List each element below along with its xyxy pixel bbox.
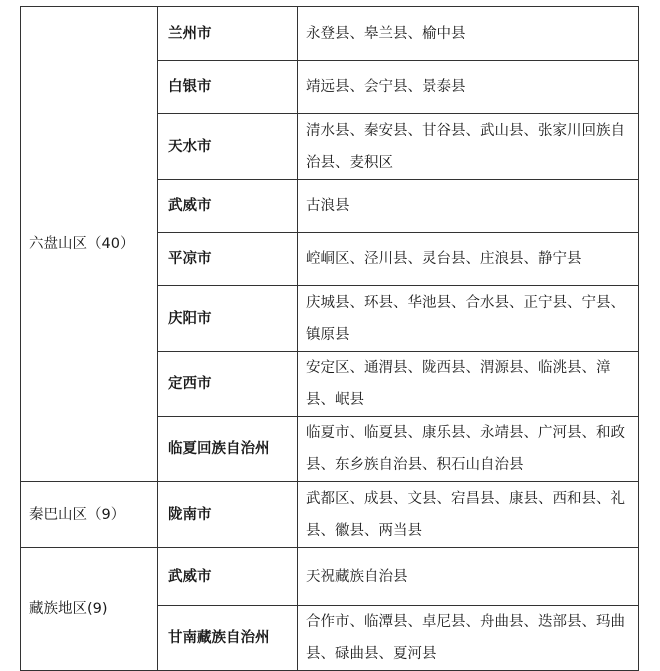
counties-cell: 庆城县、环县、华池县、合水县、正宁县、宁县、镇原县: [298, 286, 639, 352]
city-cell: 武威市: [158, 548, 298, 606]
region-qinba: 秦巴山区（9）: [21, 482, 158, 548]
poverty-counties-table: [20, 6, 639, 671]
city-cell: 武威市: [158, 180, 298, 233]
counties-cell: 天祝藏族自治县: [298, 548, 639, 606]
city-cell: 陇南市: [158, 482, 298, 548]
table-row: [21, 548, 639, 606]
region-liupanshan: 六盘山区（40）: [21, 7, 158, 482]
counties-cell: 合作市、临潭县、卓尼县、舟曲县、迭部县、玛曲县、碌曲县、夏河县: [298, 606, 639, 671]
counties-cell: 临夏市、临夏县、康乐县、永靖县、广河县、和政县、东乡族自治县、积石山自治县: [298, 417, 639, 482]
counties-cell: 安定区、通渭县、陇西县、渭源县、临洮县、漳县、岷县: [298, 352, 639, 417]
city-cell: 庆阳市: [158, 286, 298, 352]
counties-cell: 古浪县: [298, 180, 639, 233]
counties-cell: 武都区、成县、文县、宕昌县、康县、西和县、礼县、徽县、两当县: [298, 482, 639, 548]
city-cell: 白银市: [158, 61, 298, 114]
city-cell: 甘南藏族自治州: [158, 606, 298, 671]
city-cell: 临夏回族自治州: [158, 417, 298, 482]
table-row: [21, 482, 639, 548]
region-tibetan: 藏族地区(9): [21, 548, 158, 671]
counties-cell: 清水县、秦安县、甘谷县、武山县、张家川回族自治县、麦积区: [298, 114, 639, 180]
counties-cell: 永登县、皋兰县、榆中县: [298, 7, 639, 61]
city-cell: 兰州市: [158, 7, 298, 61]
city-cell: 平凉市: [158, 233, 298, 286]
counties-cell: 崆峒区、泾川县、灵台县、庄浪县、静宁县: [298, 233, 639, 286]
table-row: [21, 7, 639, 61]
city-cell: 定西市: [158, 352, 298, 417]
city-cell: 天水市: [158, 114, 298, 180]
counties-cell: 靖远县、会宁县、景泰县: [298, 61, 639, 114]
